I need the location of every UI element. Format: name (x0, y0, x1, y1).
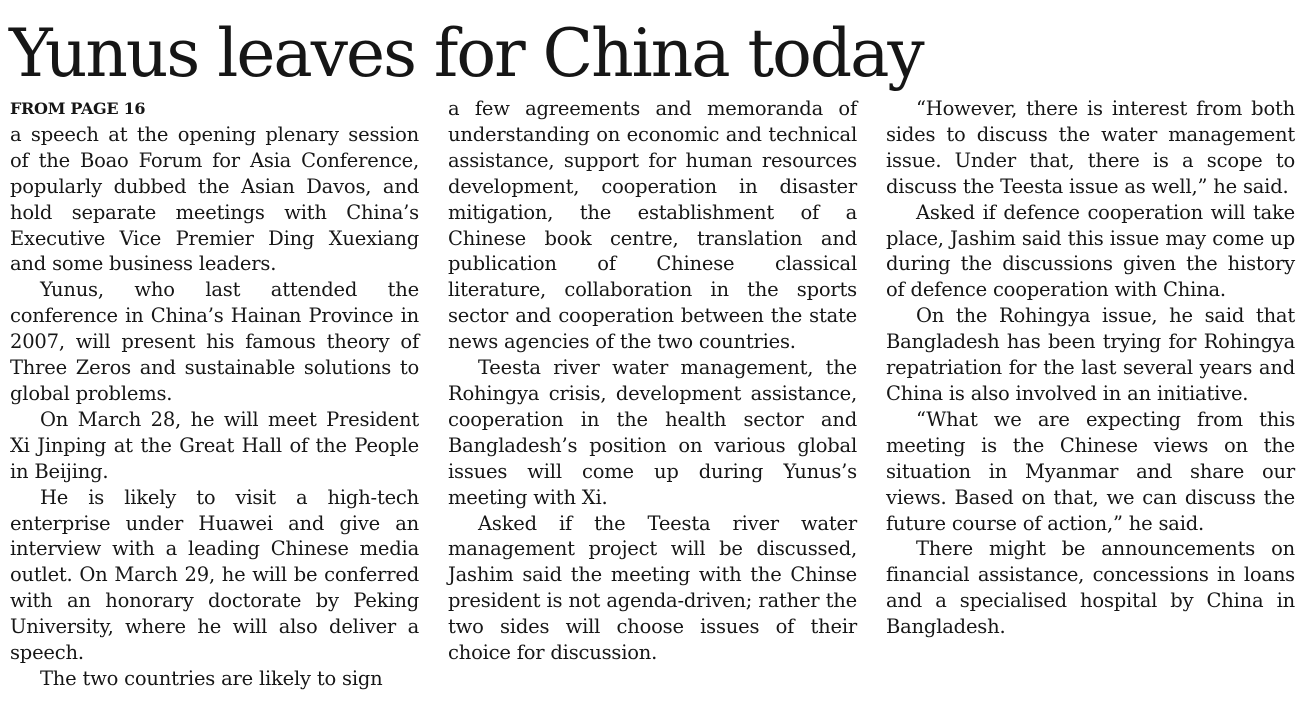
paragraph: He is likely to visit a high-tech enterprise under Huawei and give an interview with a leading Chinese media outlet. On March 29, he will be conferred with an honorary doctorate by Peking University, where he will also deliver a speech. (10, 485, 419, 665)
article-column-1 (10, 96, 419, 692)
paragraph: On March 28, he will meet President Xi Jinping at the Great Hall of the People in Beijing. (10, 407, 419, 483)
paragraph: On the Rohingya issue, he said that Bangladesh has been trying for Rohingya repatriation for the last several years and China is also involved in an initiative. (886, 304, 1295, 405)
article-column-3 (886, 96, 1295, 640)
paragraph: a speech at the opening plenary session of the Boao Forum for Asia Conference, popularly dubbed the Asian Davos, and hold separate meetings with China’s Executive Vice Premier Ding Xuexiang and some business leaders. (10, 122, 419, 276)
headline: Yunus leaves for China today (9, 15, 923, 92)
paragraph: a few agreements and memoranda of understanding on economic and technical assistance, support for human resources development, cooperation in disaster mitigation, the establishment of a Chinese book centre, translation and publication of Chinese classical literature, collaboration in the sports sector and cooperation between the state news agencies of the two countries. (448, 97, 857, 354)
paragraph: The two countries are likely to sign (40, 666, 383, 690)
continuation-kicker: FROM PAGE 16 (10, 99, 146, 118)
paragraph: Asked if defence cooperation will take place, Jashim said this issue may come up during the discussions given the history of defence cooperation with China. (886, 200, 1295, 302)
paragraph: Asked if the Teesta river water management project will be discussed, Jashim said the meeting with the Chinse president is not agenda-driven; rather the two sides will choose issues of their choice for discussion. (448, 511, 857, 665)
paragraph: Yunus, who last attended the conference in China’s Hainan Province in 2007, will present his famous theory of Three Zeros and sustainable solutions to global problems. (10, 278, 419, 405)
paragraph: There might be announcements on financial assistance, concessions in loans and a specialised hospital by China in Bangladesh. (886, 537, 1295, 639)
paragraph: “What we are expecting from this meeting is the Chinese views on the situation in Myanmar and share our views. Based on that, we can discuss the future course of action,” he said. (886, 407, 1295, 535)
paragraph: “However, there is interest from both sides to discuss the water management issue. Under that, there is a scope to discuss the Teesta issue as well,” he said. (886, 97, 1295, 198)
paragraph: Teesta river water management, the Rohingya crisis, development assistance, cooperation in the health sector and Bangladesh’s position on various global issues will come up during Yunus’s meeting with Xi. (448, 356, 857, 509)
article-column-2 (448, 96, 857, 666)
